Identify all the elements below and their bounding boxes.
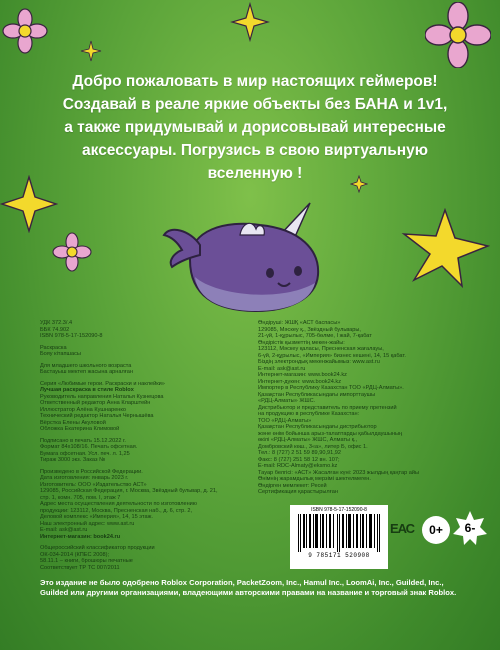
- internet-shop-line: Интернет-магазин: book24.ru: [40, 533, 121, 540]
- imprint-line: Бумага офсетная. Усл. печ. л. 1,25: [40, 450, 130, 457]
- imprint-line: Технический редактор Наталья Чернышёва: [40, 413, 154, 419]
- intro-line: а также придумывай и дорисовывай интересные: [64, 119, 446, 136]
- imprint-line: Соответствует ТР ТС 007/2011: [40, 564, 120, 571]
- imprint-line: 6-үй, 2-құрылыс, «Империя» бизнес кешені, 14, 15 қабат.: [258, 352, 406, 359]
- imprint-line: Подписано в печать 15.12.2022 г.: [40, 437, 126, 444]
- imprint-line: Қазақстан Республикасындағы импорттаушы: [258, 391, 376, 398]
- imprint-line: Импортер в Республику Казахстан ТОО «РДЦ-Алматы».: [258, 385, 404, 391]
- barcode-number: 9 785171 520908: [308, 552, 370, 559]
- isbn-line: ISBN 978-5-17-152090-8: [40, 333, 103, 339]
- barcode-bars: [296, 514, 382, 552]
- imprint-line: стр. 1, комн. 705, пом. I, этаж 7: [40, 494, 121, 501]
- book-title: Лучшая раскраска в стиле Roblox: [40, 387, 134, 393]
- imprint-line: Бастауыш мектеп жасына арналған: [40, 369, 133, 375]
- imprint-line: на продукцию в республике Казахстан:: [258, 411, 360, 417]
- imprint-line: Біздің электрондық мекенжайымыз: www.ast.ru: [258, 359, 380, 365]
- imprint-line: Өнімнің жарамдылық мерзімі шектелмеген.: [258, 476, 371, 482]
- imprint-line: 21-үй, 1-құрылыс, 705-бөлме, I жай, 7-қабат: [258, 333, 372, 339]
- intro-line: Добро пожаловать в мир настоящих геймеров!: [72, 73, 438, 90]
- yellow-sparkle-left: [80, 40, 102, 62]
- barcode: [290, 505, 388, 569]
- imprint-line: 129085, Мәскеу қ., Звёздный бульвары,: [258, 326, 361, 333]
- yellow-star-right: [400, 208, 490, 288]
- imprint-line: Өндіруші: ЖШҚ «АСТ баспасы»: [258, 320, 341, 326]
- yellow-star-top: [230, 2, 270, 42]
- imprint-right-column: [258, 320, 473, 496]
- imprint-line: Қазақстан Республикасындағы дистрибьютор: [258, 424, 377, 430]
- imprint-line: Тауар белгісі: «АСТ» Жасалған күні: 2023 жылдың қаңтар айы: [258, 469, 420, 476]
- imprint-line: продукции: 123112, Москва, Пресненская наб., д. 6, стр. 2,: [40, 507, 193, 514]
- age-rating-0-plus: 0+: [422, 516, 450, 544]
- imprint-line: E-mail: RDC-Almaty@eksmo.kz: [258, 463, 338, 469]
- eac-mark: ЕАС: [389, 521, 415, 536]
- imprint-line: Дата изготовления: январь 2023 г.: [40, 475, 129, 481]
- udk-line: УДК 372.3/.4: [40, 320, 73, 326]
- imprint-line: Обложка Екатерина Климовой: [40, 426, 120, 432]
- imprint-line: Вёрстка Елены Акуловой: [40, 419, 106, 426]
- series-line: Серия «Любимые герои. Раскраски и наклейки»: [40, 380, 165, 387]
- imprint-line: Иллюстратор Алёна Кушнаренко: [40, 406, 127, 413]
- disclaimer-text: Это издание не было одобрено Roblox Corporation, PacketZoom, Inc., Hamul Inc., LoomAi, Inc., Guilded, Inc., Guilded или другими организациями, владеющими авторскими правами на название и торговый знак Roblox.: [40, 578, 457, 597]
- intro-line: Создавай в реале яркие объекты без БАНА и 1v1,: [62, 96, 448, 113]
- imprint-line: Тираж 3000 экз. Заказ №: [40, 457, 106, 463]
- imprint-line: Для младшего школьного возраста: [40, 362, 132, 369]
- imprint-line: ТОО «РДЦ-Алматы»: [258, 417, 312, 424]
- imprint-line: Интернет-дүкен: www.book24.kz: [258, 378, 342, 385]
- bbk-line: ББК 74.902: [40, 326, 70, 333]
- imprint-line: өкілі «РДЦ-Алматы» ЖШС, Алматы қ.,: [258, 437, 358, 443]
- barcode-isbn: ISBN 978-5-17-152090-8: [311, 507, 367, 513]
- imprint-line: Общероссийский классификатор продукции: [40, 545, 155, 551]
- narwhal-illustration: [160, 195, 340, 320]
- imprint-line: Деловой комплекс «Империя», 14, 15 этаж.: [40, 514, 153, 520]
- pink-flower-middle-left: [52, 232, 92, 272]
- imprint-line: Ответственный редактор Анна Кларштейн: [40, 400, 151, 406]
- intro-line: аксессуары. Погрузись в свою виртуальную: [82, 142, 428, 159]
- age-rating-6-minus: [452, 510, 488, 546]
- imprint-line: және өнім бойынша арыз-талаптарды қабылдаушының: [258, 430, 403, 437]
- imprint-line: «РДЦ-Алматы» ЖШС.: [258, 398, 316, 404]
- pink-flower-top-right: [425, 2, 491, 68]
- imprint-line: Произведено в Российской Федерации.: [40, 468, 143, 475]
- imprint-left-column: [40, 320, 245, 571]
- intro-text: [40, 70, 470, 185]
- age-rating-label: 6-: [464, 521, 476, 535]
- imprint-line: Руководитель направления Наталья Кузнецова: [40, 393, 164, 400]
- intro-line: вселенную !: [207, 165, 303, 182]
- imprint-line: Өндірістік қызметтің мекен-жайы:: [258, 339, 345, 346]
- imprint-line: Тел.: 8 (727) 2 51 59 89,90,91,92: [258, 450, 341, 456]
- imprint-line: 58.11.1 – книги, брошюры печатные: [40, 558, 133, 564]
- imprint-line: Сертификация қарастырылған: [258, 489, 338, 495]
- imprint-line: E-mail: ask@ast.ru: [258, 365, 306, 372]
- imprint-line: Өндірген мемлекет: Ресей: [258, 482, 327, 489]
- imprint-line: Раскраска: [40, 344, 67, 351]
- imprint-line: Дистрибьютор и представитель по приему претензий: [258, 404, 397, 411]
- imprint-line: Домбровский көш., 3«а», литер Б, офис 1.: [258, 443, 368, 450]
- imprint-line: 123112, Мәскеу қаласы, Пресненская жағалауы,: [258, 346, 384, 352]
- imprint-line: ОК-034-2014 (КПЕС 2008);: [40, 551, 109, 558]
- pink-flower-top-left: [2, 8, 48, 54]
- imprint-line: Формат 84х108/16. Печать офсетная.: [40, 444, 138, 450]
- imprint-line: 129085, Российская Федерация, г. Москва, Звёздный бульвар, д. 21,: [40, 488, 218, 494]
- imprint-line: Адрес места осуществления деятельности по изготовлению: [40, 501, 197, 507]
- imprint-line: Бояу кітапшасы: [40, 351, 81, 357]
- imprint-line: Интернет-магазин: www.book24.kz: [258, 372, 347, 378]
- imprint-line: E-mail: ask@ast.ru: [40, 527, 88, 533]
- imprint-line: Наш электронный адрес: www.ast.ru: [40, 520, 135, 527]
- imprint-line: Изготовитель: ООО «Издательство АСТ»: [40, 481, 147, 488]
- imprint-line: Факс: 8 (727) 251 58 12 вн. 107;: [258, 456, 340, 463]
